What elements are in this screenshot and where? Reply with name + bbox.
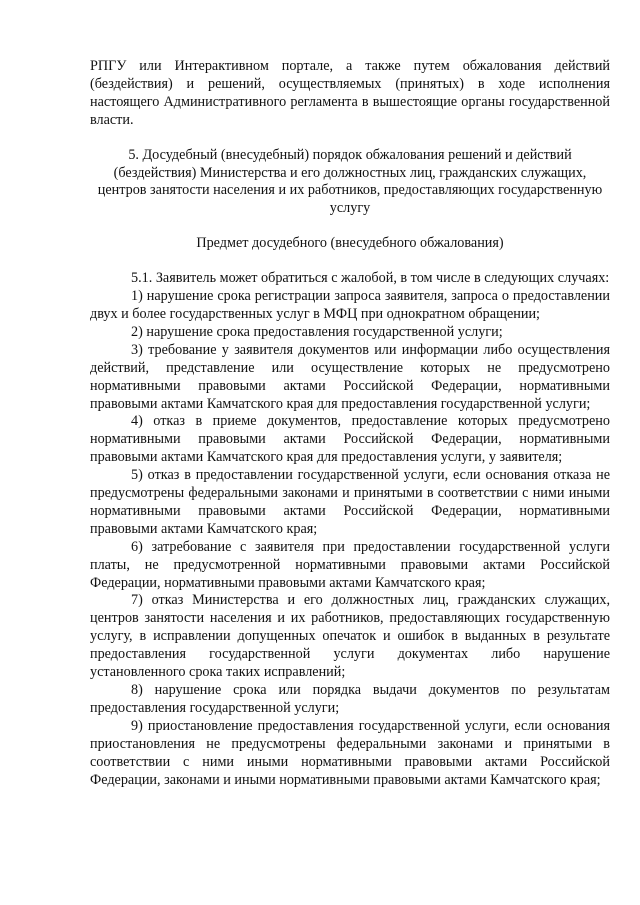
list-item: 9) приостановление предоставления государственной услуги, если основания приостановления не предусмотрены федеральными законами и принятыми в соответствии с ними иными нормативными правовыми актами Российской Федерации, законами и иными нормативными правовыми актами Камчатского края;	[90, 717, 610, 788]
document-page	[90, 58, 610, 789]
section-heading: 5. Досудебный (внесудебный) порядок обжалования решений и действий (бездействия) Министерства и его должностных лиц, гражданских служащих, центров занятости населения и их работников, предоставляющих государственную услугу	[97, 146, 603, 217]
list-item: 2) нарушение срока предоставления государственной услуги;	[131, 323, 503, 340]
list-item: 3) требование у заявителя документов или информации либо осуществления действий, представление или осуществление которых не предусмотрено нормативными правовыми актами Российской Федерации, нормативными правовыми актами Камчатского края для предоставления государственной услуги;	[90, 341, 610, 412]
spacer	[90, 253, 610, 270]
subheading: Предмет досудебного (внесудебного обжалования)	[196, 235, 504, 252]
clause-5-1: 5.1. Заявитель может обратиться с жалобой, в том числе в следующих случаях:	[131, 270, 610, 287]
spacer	[90, 130, 610, 147]
spacer	[90, 218, 610, 235]
list-item: 8) нарушение срока или порядка выдачи документов по результатам предоставления государственной услуги;	[90, 682, 610, 716]
list-item: 6) затребование с заявителя при предоставлении государственной услуги платы, не предусмотренной нормативными правовыми актами Российской Федерации, нормативными правовыми актами Камчатского края;	[90, 538, 610, 591]
list-item: 7) отказ Министерства и его должностных лиц, гражданских служащих, центров занятости населения и их работников, предоставляющих государственную услугу, в исправлении допущенных опечаток и ошибок в выданных в результате предоставления государственной услуги документах либо нарушение установленного срока таких исправлений;	[90, 592, 610, 681]
list-item: 1) нарушение срока регистрации запроса заявителя, запроса о предоставлении двух и более государственных услуг в МФЦ при однократном обращении;	[90, 288, 610, 322]
list-item: 4) отказ в приеме документов, предоставление которых предусмотрено нормативными правовыми актами Российской Федерации, нормативными правовыми актами Камчатского края для предоставления услуги, у заявителя;	[90, 413, 610, 466]
intro-paragraph: РПГУ или Интерактивном портале, а также путем обжалования действий (бездействия) и решений, осуществляемых (принятых) в ходе исполнения настоящего Административного регламента в вышестоящие органы государственной власти.	[90, 58, 610, 128]
list-item: 5) отказ в предоставлении государственной услуги, если основания отказа не предусмотрены федеральными законами и принятыми в соответствии с ними иными нормативными правовыми актами Российской Федерации, нормативными правовыми актами Камчатского края;	[90, 467, 610, 537]
